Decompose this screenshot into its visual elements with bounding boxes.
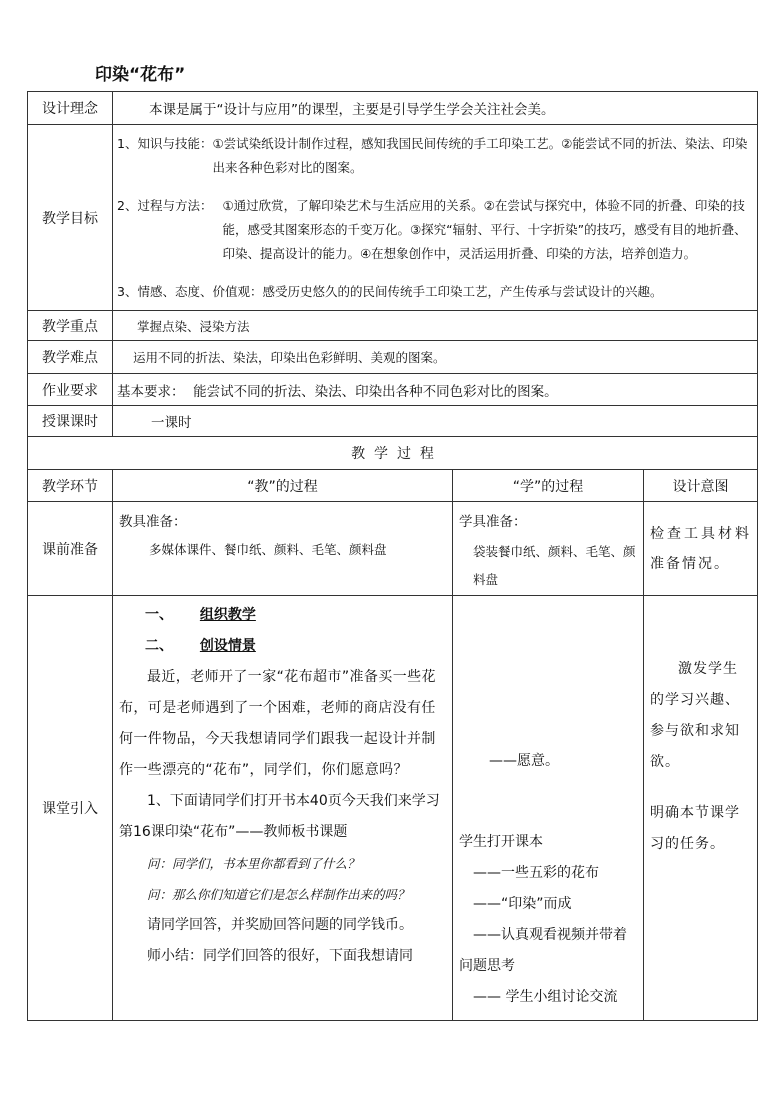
row-concept	[28, 92, 758, 125]
header-learn: “学”的过程	[453, 470, 644, 502]
intro-para-2: 1、下面请同学们打开书本40页今天我们来学习第16课印染“花布”——教师板书课题	[119, 793, 440, 840]
process-heading: 教 学 过 程	[28, 437, 758, 470]
homework-text: 基本要求： 能尝试不同的折法、染法、印染出各种不同色彩对比的图案。	[113, 374, 758, 406]
intro-intent-2: 明确本节课学习的任务。	[650, 805, 740, 852]
label-concept: 设计理念	[28, 92, 113, 125]
intro-para-1: 最近，老师开了一家“花布超市”准备买一些花布，可是老师遇到了一个困难，老师的商店没有任何一件物品，今天我想请同学们跟我一起设计并制作一些漂亮的“花布”，同学们，你们愿意吗？	[119, 669, 436, 778]
objective-2	[117, 194, 749, 266]
intro-intent	[644, 596, 758, 1021]
learn-answer-1: ——一些五彩的花布	[473, 865, 599, 881]
learn-answer-3: ——认真观看视频并带着问题思考	[459, 927, 627, 974]
row-hours	[28, 406, 758, 437]
label-homework: 作业要求	[28, 374, 113, 406]
intro-para-4: 师小结：同学们回答的很好，下面我想请同	[147, 948, 413, 964]
learn-willing: ——愿意。	[489, 753, 559, 769]
objectives-content	[113, 125, 758, 311]
objective-3: 3、情感、态度、价值观：感受历史悠久的的民间传统手工印染工艺，产生传承与尝试设计的兴趣。	[117, 283, 663, 299]
intro-teach	[113, 596, 453, 1021]
intro-h2: 创设情景	[199, 638, 256, 654]
learn-open-book: 学生打开课本	[459, 834, 543, 850]
intro-question-1: 问：同学们，书本里你都看到了什么？	[147, 856, 360, 871]
intro-heading-1	[119, 600, 446, 631]
objective-1-head: 1、知识与技能：	[117, 135, 213, 151]
intro-question-2: 问：那么你们知道它们是怎么样制作出来的吗？	[147, 887, 410, 902]
row-difficulties	[28, 341, 758, 374]
prep-teach-title: 教具准备：	[119, 514, 187, 530]
intro-intent-1: 激发学生的学习兴趣、参与欲和求知欲。	[650, 661, 740, 770]
objective-2-head: 2、过程与方法：	[117, 197, 213, 213]
prep-teach-items: 多媒体课件、餐巾纸、颜料、毛笔、颜料盘	[149, 542, 387, 557]
label-objectives: 教学目标	[28, 125, 113, 311]
intro-learn	[453, 596, 644, 1021]
row-prep	[28, 502, 758, 596]
label-prep: 课前准备	[28, 502, 113, 596]
objective-2-body: ①通过欣赏，了解印染艺术与生活应用的关系。②在尝试与探究中，体验不同的折叠、印染的技能，感受其图案形态的千变万化。③探究“辐射、平行、十字折染”的技巧，感受有目的地折叠、印染、提高设计的能力。④在想象创作中，灵活运用折叠、印染的方法，培养创造力。	[222, 197, 747, 261]
prep-learn-title: 学具准备：	[459, 514, 527, 530]
difficulties-text: 运用不同的折法、染法，印染出色彩鲜明、美观的图案。	[113, 341, 758, 374]
page-title: 印染“花布”	[95, 65, 186, 85]
prep-teach	[113, 502, 453, 596]
intro-heading-2	[119, 631, 446, 662]
row-key-points	[28, 311, 758, 341]
prep-learn-items: 袋装餐巾纸、颜料、毛笔、颜料盘	[473, 544, 636, 587]
header-stage: 教学环节	[28, 470, 113, 502]
lesson-plan-table	[27, 91, 758, 1021]
header-teach: “教”的过程	[113, 470, 453, 502]
concept-text: 本课是属于“设计与应用”的课型，主要是引导学生学会关注社会美。	[113, 92, 758, 125]
row-intro	[28, 596, 758, 1021]
intro-h1-num: 一、	[145, 607, 173, 623]
row-process-heading	[28, 437, 758, 470]
intro-h1: 组织教学	[199, 607, 256, 623]
prep-learn	[453, 502, 644, 596]
hours-text: 一课时	[113, 406, 758, 437]
row-homework	[28, 374, 758, 406]
label-key-points: 教学重点	[28, 311, 113, 341]
prep-intent: 检查工具材料准备情况。	[644, 502, 758, 596]
intro-para-3: 请同学回答，并奖励回答问题的同学钱币。	[147, 917, 413, 933]
row-process-headers	[28, 470, 758, 502]
header-intent: 设计意图	[644, 470, 758, 502]
label-difficulties: 教学难点	[28, 341, 113, 374]
learn-answer-2: ——“印染”而成	[473, 896, 572, 912]
objective-1-body: ①尝试染纸设计制作过程，感知我国民间传统的手工印染工艺。②能尝试不同的折法、染法、印染出来各种色彩对比的图案。	[212, 135, 748, 175]
label-hours: 授课课时	[28, 406, 113, 437]
learn-answer-4: —— 学生小组讨论交流	[473, 989, 618, 1005]
objective-1	[117, 132, 749, 180]
row-objectives	[28, 125, 758, 311]
key-points-text: 掌握点染、浸染方法	[113, 311, 758, 341]
label-intro: 课堂引入	[28, 596, 113, 1021]
intro-h2-num: 二、	[145, 638, 173, 654]
